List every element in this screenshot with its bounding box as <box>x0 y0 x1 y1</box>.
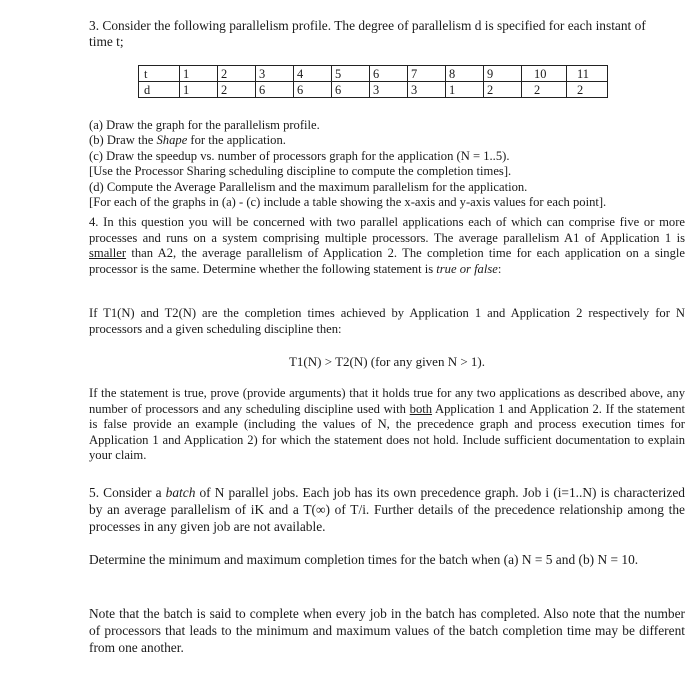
table-cell: 6 <box>332 82 370 98</box>
q5-p1-b: of N parallel jobs. Each job has its own precedence graph. Job i (i=1..N) is characterized by an average parallelism of iK and a T(∞) of T/i. Further details of the precedence relationship among the processes in any given job are not available. <box>89 485 685 534</box>
q3-item-c-note: [Use the Processor Sharing scheduling discipline to compute the completion times]. <box>89 164 512 179</box>
q3-intro-line1: 3. Consider the following parallelism profile. The degree of parallelism d is specified for each instant of <box>89 18 646 33</box>
q5-p1-em: batch <box>165 485 196 500</box>
table-cell: 2 <box>218 82 256 98</box>
q3-intro <box>89 18 689 50</box>
table-cell: 6 <box>294 82 332 98</box>
table-cell: 1 <box>446 82 484 98</box>
q4-p1-b: than A2, the average parallelism of Application 2. The completion time for each application on a single processor is the same. Determine whether the following statement is <box>89 246 685 276</box>
q3-intro-line2: time t; <box>89 34 124 49</box>
q4-paragraph-1 <box>89 215 685 277</box>
q3-item-d: (d) Compute the Average Parallelism and the maximum parallelism for the application. <box>89 179 528 194</box>
q5-paragraph-1 <box>89 484 685 535</box>
q3-item-b-em: Shape <box>156 133 188 148</box>
q3-item-b <box>89 133 689 148</box>
q4-formula: T1(N) > T2(N) (for any given N > 1). <box>288 354 485 369</box>
table-cell: 2 <box>567 82 608 98</box>
q3-item-c: (c) Draw the speedup vs. number of processors graph for the application (N = 1..5). <box>89 148 510 163</box>
table-cell: 3 <box>256 66 294 82</box>
q3-item-note: [For each of the graphs in (a) - (c) include a table showing the x-axis and y-axis values for each point]. <box>89 195 607 210</box>
q3-items <box>89 118 689 210</box>
table-cell: 6 <box>370 66 408 82</box>
q5-p1-a: 5. Consider a <box>89 485 166 500</box>
q4-p3-a: If the statement is true, prove (provide arguments) that it holds true for any two applications as described above, any number of processors and any scheduling discipline used with <box>89 386 685 416</box>
table-cell: 1 <box>180 82 218 98</box>
table-cell: 2 <box>484 82 522 98</box>
table-cell: 9 <box>484 66 522 82</box>
q4-p3-b: Application 1 and Application 2. If the statement is false provide an example (including the values of N, the precedence graph and process execution times for Application 1 and Application 2) for which the statement does not hold. Include sufficient documentation to explain your claim. <box>89 401 686 463</box>
table-cell: 2 <box>218 66 256 82</box>
table-row-d <box>139 82 608 98</box>
table-cell: 3 <box>408 82 446 98</box>
q4-p1-c: : <box>497 261 502 276</box>
q5-paragraph-2: Determine the minimum and maximum completion times for the batch when (a) N = 5 and (b) N = 10. <box>89 552 639 567</box>
table-cell: 2 <box>522 82 567 98</box>
q4-paragraph-2: If T1(N) and T2(N) are the completion times achieved by Application 1 and Application 2 respectively for N processors and a given scheduling discipline then: <box>89 306 685 336</box>
q4-p1-em: true or false <box>436 261 498 276</box>
q4-p3-underline: both <box>409 401 433 416</box>
q4-p1-underline: smaller <box>89 246 127 261</box>
table-cell: 4 <box>294 66 332 82</box>
table-cell: 11 <box>567 66 608 82</box>
table-cell: 5 <box>332 66 370 82</box>
table-row-t <box>139 66 608 82</box>
q4-paragraph-3 <box>89 386 685 464</box>
table-cell: 1 <box>180 66 218 82</box>
table-row-label: d <box>139 82 180 98</box>
table-cell: 7 <box>408 66 446 82</box>
q3-item-b-head: (b) Draw the <box>89 133 157 148</box>
table-cell: 8 <box>446 66 484 82</box>
q4-p1-a: 4. In this question you will be concerned with two parallel applications each of which can comprise five or more processes and runs on a system comprising multiple processors. The average parallelism A1 of Application 1 is <box>89 215 685 245</box>
parallelism-profile-table <box>138 65 608 98</box>
q3-item-b-tail: for the application. <box>187 133 286 148</box>
table-row-label: t <box>139 66 180 82</box>
q3-item-a: (a) Draw the graph for the parallelism profile. <box>89 118 320 132</box>
table-cell: 6 <box>256 82 294 98</box>
q5-paragraph-3: Note that the batch is said to complete when every job in the batch has completed. Also note that the number of processors that leads to the minimum and maximum values of the batch completion time may be different from one another. <box>89 606 685 655</box>
table-cell: 3 <box>370 82 408 98</box>
table-cell: 10 <box>522 66 567 82</box>
